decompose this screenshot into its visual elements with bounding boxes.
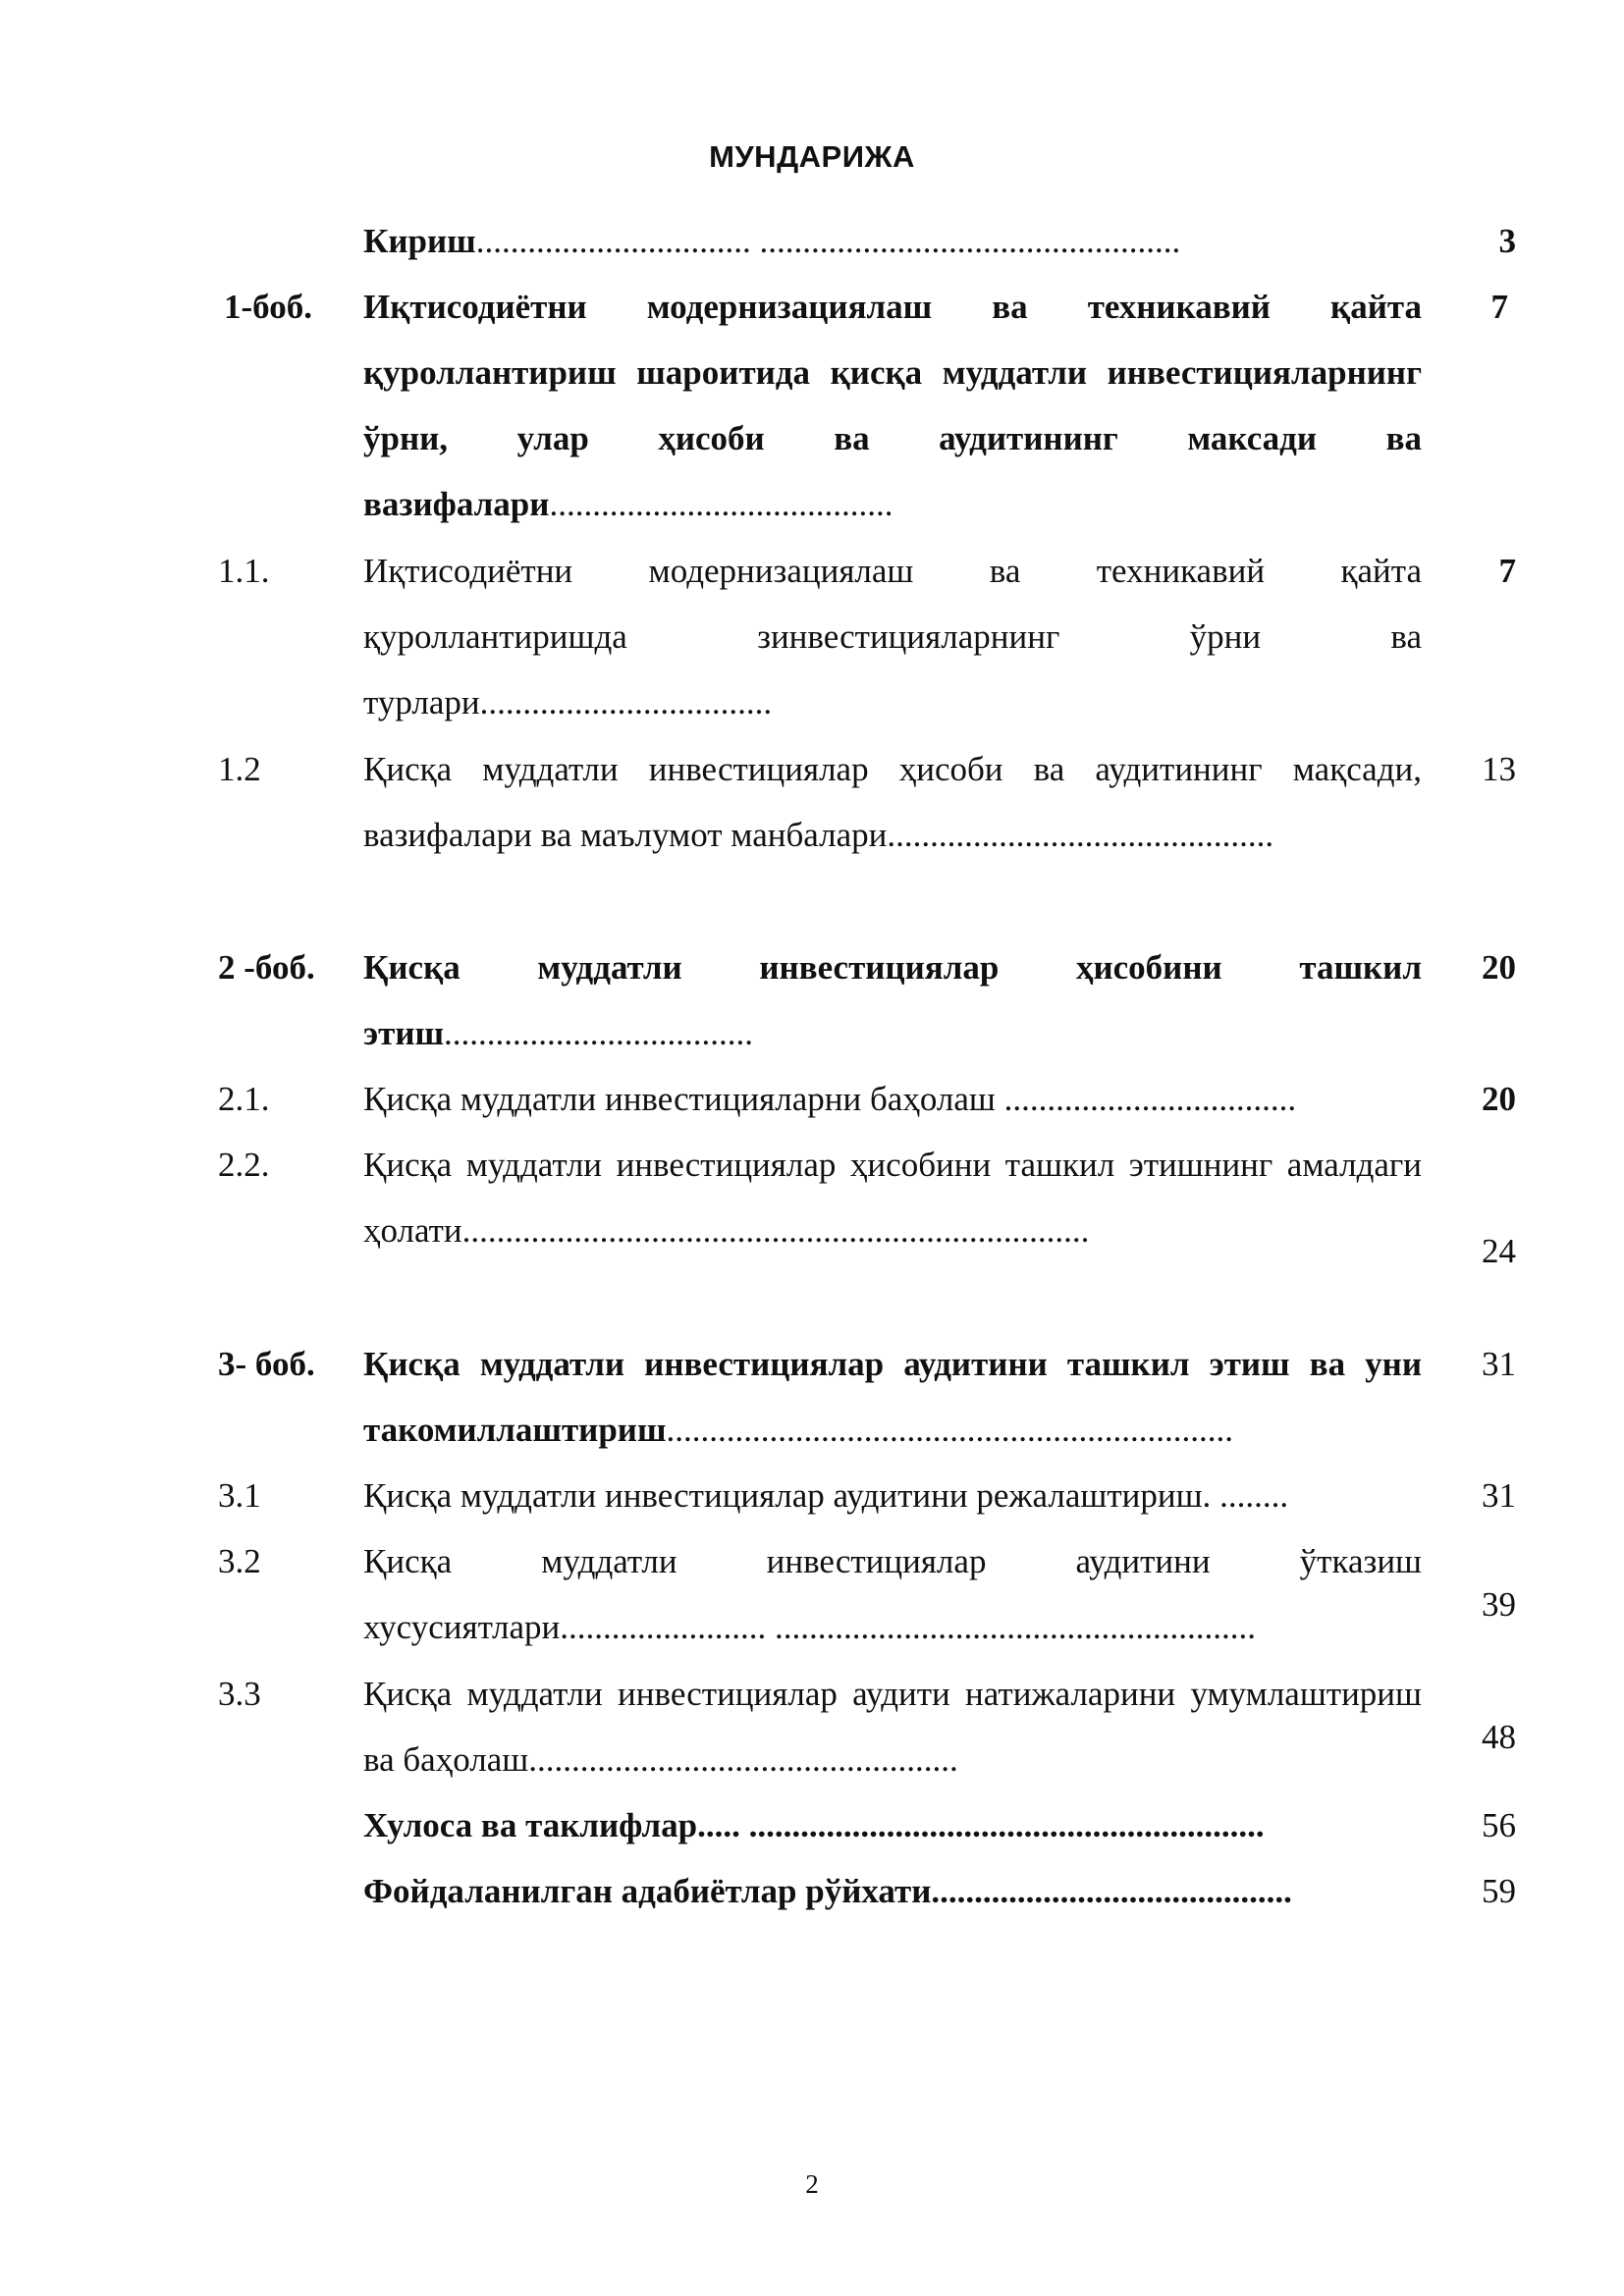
toc-entry-title: Қисқа муддатли инвестицияларни баҳолаш [363,1080,996,1118]
toc-page-number: 3 [1498,222,1516,260]
toc-entry-text [363,1132,1422,1263]
toc-leader-dots: .......................................... [931,1872,1292,1910]
toc-page-number: 20 [1482,948,1516,987]
page-number-footer: 2 [805,2169,819,2199]
toc-leader-dots: ........................................ [549,485,893,523]
toc-entry-text [363,1661,1422,1792]
toc-leader-dots: ........ [1211,1476,1289,1515]
toc-entry-title: Иқтисодиётни модернизациялаш ва техникавий қайта қуроллантиришда зинвестицияларнинг ўрни ва турлари [363,552,1422,721]
toc-leader-dots: .................................... [444,1014,754,1052]
toc-entry-number: 2 -боб. [218,948,315,987]
toc-entry-number: 1-боб. [224,288,312,326]
toc-page-number: 59 [1482,1872,1516,1910]
toc-entry-text [363,736,1422,868]
toc-entry-number: 3.2 [218,1542,261,1580]
toc-entry-number: 1.1. [218,552,270,590]
toc-entry-text [363,934,1422,1066]
toc-entry-number: 3- боб. [218,1345,315,1383]
toc-page-number: 31 [1482,1476,1516,1515]
toc-entry-title: Қисқа муддатли инвестициялар ҳисобини ташкил этиш [363,948,1422,1052]
toc-entry-title: Кириш [363,222,476,260]
toc-leader-dots: ..... ............................................................ [697,1806,1265,1844]
page-title: МУНДАРИЖА [709,139,915,174]
toc-entry-text [363,1463,1422,1528]
toc-leader-dots: ........................ ........................................................ [560,1608,1257,1646]
toc-entry-title: Иқтисодиётни модернизациялаш ва техникавий қайта қуроллантириш шароитида қисқа муддатли инвестицияларнинг ўрни, улар ҳисоби ва аудитининг максади ва вазифалари [363,288,1422,523]
toc-leader-dots: ............................................. [887,816,1274,854]
toc-leader-dots: .................................................................. [666,1411,1234,1449]
toc-page-number: 7 [1490,288,1508,326]
toc-leader-dots: .................................. [995,1080,1297,1118]
toc-entry-title: Қисқа муддатли инвестициялар ҳисобини ташкил этишнинг амалдаги ҳолати [363,1146,1422,1250]
toc-page-number: 31 [1482,1345,1516,1383]
toc-entry-text [363,1792,1422,1858]
toc-page-number: 56 [1482,1806,1516,1844]
toc-entry-text [363,208,1422,274]
toc-entry-title: Қисқа муддатли инвестициялар ҳисоби ва аудитининг мақсади, вазифалари ва маълумот манбалари [363,750,1422,854]
toc-entry-title: Қисқа муддатли инвестициялар аудитини ташкил этиш ва уни такомиллаштириш [363,1345,1422,1449]
toc-page-number: 7 [1498,552,1516,590]
toc-entry-text [363,1528,1422,1660]
toc-entry-number: 1.2 [218,750,261,788]
toc-page-number: 20 [1482,1080,1516,1118]
toc-leader-dots: .................................. [479,683,773,721]
toc-entry-title: Қисқа муддатли инвестициялар аудитини ўтказиш хусусиятлари [363,1542,1422,1646]
toc-page-number: 24 [1482,1232,1516,1270]
toc-page-number: 48 [1482,1718,1516,1756]
toc-entry-title: Қисқа муддатли инвестициялар аудити натижаларини умумлаштириш ва баҳолаш [363,1675,1422,1779]
toc-entry-number: 3.1 [218,1476,261,1515]
toc-entry-text [363,1858,1422,1924]
toc-page-number: 13 [1482,750,1516,788]
toc-leader-dots: .................................................. [528,1740,958,1779]
toc-entry-text [363,1066,1422,1132]
toc-entry-title: Қисқа муддатли инвестициялар аудитини режалаштириш. [363,1476,1212,1515]
toc-entry-text [363,274,1422,537]
toc-entry-text [363,1331,1422,1463]
toc-entry-title: Хулоса ва таклифлар [363,1806,698,1844]
toc-entry-number: 2.2. [218,1146,270,1184]
toc-entry-title: Фойдаланилган адабиётлар рўйхати [363,1872,932,1910]
toc-entry-number: 3.3 [218,1675,261,1713]
toc-page-number: 39 [1482,1585,1516,1624]
toc-leader-dots: ................................ ................................................. [475,222,1181,260]
toc-entry-number: 2.1. [218,1080,270,1118]
toc-leader-dots: ......................................................................... [461,1211,1090,1250]
toc-entry-text [363,538,1422,735]
